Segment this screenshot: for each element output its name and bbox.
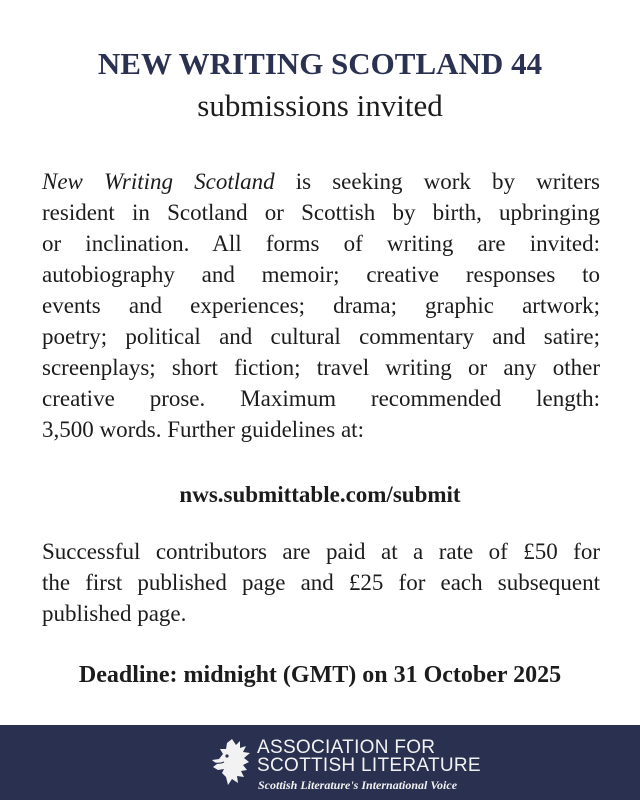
paragraph-line: 3,500 words. Further guidelines at: [42, 417, 364, 442]
page-subtitle: submissions invited [197, 88, 443, 123]
org-name-line1: ASSOCIATION FOR [257, 737, 436, 758]
paragraph-line: events and experiences; drama; graphic artwork; [42, 293, 600, 318]
page-title: NEW WRITING SCOTLAND 44 [97, 46, 543, 81]
paragraph-line: screenplays; short fiction; travel writing or any other [42, 355, 600, 380]
paragraph-line: resident in Scotland or Scottish by birth, upbringing [42, 200, 600, 225]
deadline: Deadline: midnight (GMT) on 31 October 2025 [78, 662, 562, 688]
org-tagline: Scottish Literature's International Voice [258, 778, 458, 792]
publication-name: New Writing Scotland [42, 169, 275, 194]
paragraph-line [42, 166, 600, 197]
paragraph-line: published page. [42, 601, 187, 626]
lion-head-icon [210, 737, 252, 787]
submission-link[interactable]: nws.submittable.com/submit [179, 482, 461, 507]
paragraph-line: creative prose. Maximum recommended length: [42, 386, 600, 411]
paragraph-line: Successful contributors are paid at a rate of £50 for [42, 539, 600, 564]
paragraph-line: or inclination. All forms of writing are invited: [42, 231, 600, 256]
intro-paragraph [42, 166, 600, 445]
paragraph-line: the first published page and £25 for each subsequent [42, 570, 600, 595]
footer-banner [0, 725, 640, 800]
line-text: is seeking work by writers [274, 169, 600, 194]
org-name-line2: SCOTTISH LITERATURE [257, 755, 481, 776]
payment-paragraph [42, 536, 600, 629]
paragraph-line: autobiography and memoir; creative responses to [42, 262, 600, 287]
paragraph-line: poetry; political and cultural commentary and satire; [42, 324, 600, 349]
